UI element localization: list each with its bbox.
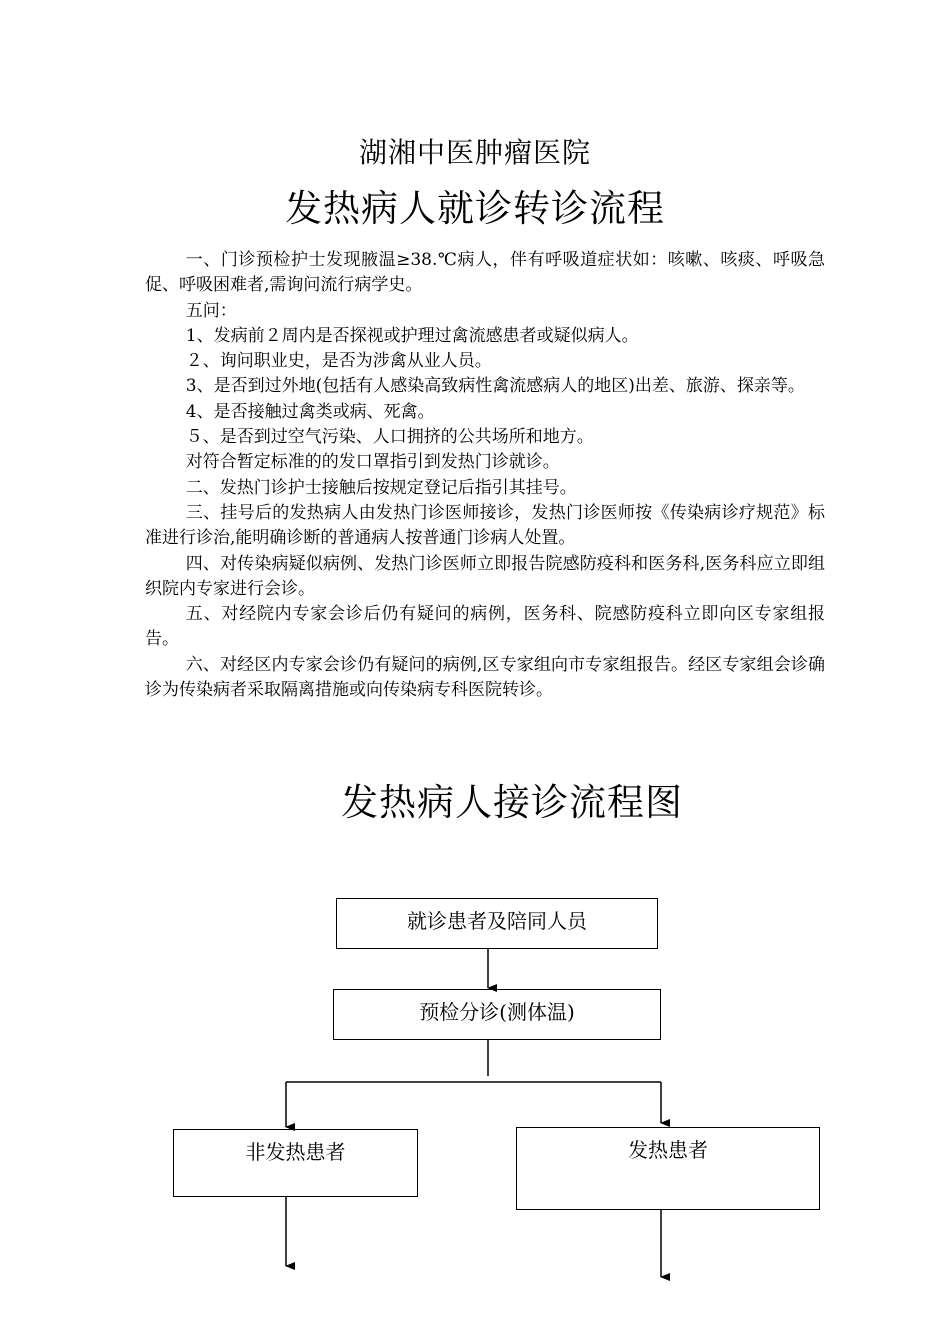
paragraph: 二、发热门诊护士接触后按规定登记后指引其挂号。 xyxy=(185,477,577,498)
paragraph: 一、门诊预检护士发现腋温≥38.℃病人，伴有呼吸道症状如：咳嗽、咳痰、呼吸急促、呼吸困难者,需询问流行病学史。 xyxy=(145,250,825,296)
document-title: 发热病人就诊转诊流程 xyxy=(285,187,665,230)
paragraph: 五、对经院内专家会诊后仍有疑问的病例，医务科、院感防疫科立即向区专家组报告。 xyxy=(145,604,825,650)
flowchart-title: 发热病人接诊流程图 xyxy=(341,781,683,824)
flow-node-label: 就诊患者及陪同人员 xyxy=(407,909,587,933)
flow-node-non-fever xyxy=(173,1129,418,1197)
paragraph: 四、对传染病疑似病例、发热门诊医师立即报告院感防疫科和医务科,医务科应立即组织院内专家进行会诊。 xyxy=(145,553,825,599)
paragraph: 1、发病前２周内是否探视或护理过禽流感患者或疑似病人。 xyxy=(185,325,639,346)
paragraph: 六、对经区内专家会诊仍有疑问的病例,区专家组向市专家组报告。经区专家组会诊确诊为传染病者采取隔离措施或向传染病专科医院转诊。 xyxy=(145,654,825,701)
flow-node-triage xyxy=(333,989,661,1040)
flow-node-label: 发热患者 xyxy=(628,1138,708,1162)
paragraph: ５、是否到过空气污染、人口拥挤的公共场所和地方。 xyxy=(185,427,594,448)
flow-node-label: 预检分诊(测体温) xyxy=(419,1000,575,1024)
flow-node-label: 非发热患者 xyxy=(245,1140,346,1164)
paragraph: 3、是否到过外地(包括有人感染高致病性禽流感病人的地区)出差、旅游、探亲等。 xyxy=(185,376,805,397)
flow-node-patients xyxy=(336,898,658,949)
hospital-name: 湖湘中医肿瘤医院 xyxy=(358,136,591,169)
flow-node-fever xyxy=(516,1127,820,1210)
paragraph: 三、挂号后的发热病人由发热门诊医师接诊，发热门诊医师按《传染病诊疗规范》标准进行诊治,能明确诊断的普通病人按普通门诊病人处置。 xyxy=(145,502,825,549)
paragraph: ２、询问职业史，是否为涉禽从业人员。 xyxy=(185,351,492,372)
paragraph: 4、是否接触过禽类或病、死禽。 xyxy=(185,401,435,422)
paragraph: 对符合暂定标准的的发口罩指引到发热门诊就诊。 xyxy=(185,452,560,473)
paragraph: 五问： xyxy=(185,300,237,321)
